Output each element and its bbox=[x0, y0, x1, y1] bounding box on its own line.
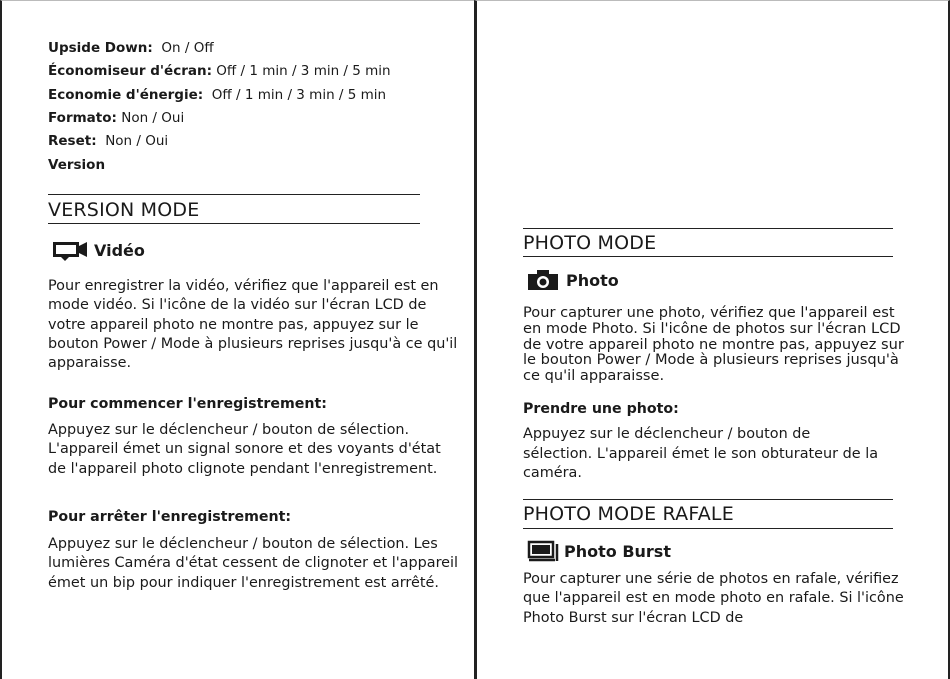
photo-heading bbox=[527, 269, 619, 291]
section-title-photo-mode: PHOTO MODE bbox=[523, 232, 657, 254]
setting-reset bbox=[48, 132, 168, 150]
setting-value: Off / 1 min / 3 min / 5 min bbox=[211, 87, 387, 103]
section-title-version-mode: VERSION MODE bbox=[48, 199, 200, 221]
setting-label: Reset: bbox=[48, 133, 97, 149]
photo-burst-icon bbox=[527, 540, 561, 562]
setting-version bbox=[48, 156, 105, 174]
setting-power-saving bbox=[48, 86, 386, 104]
photo-heading-label: Photo bbox=[566, 270, 619, 290]
setting-label: Economie d'énergie: bbox=[48, 87, 204, 103]
setting-value: Non / Oui bbox=[121, 110, 185, 126]
setting-format bbox=[48, 109, 184, 127]
photo-section-rule-top bbox=[523, 228, 893, 229]
burst-intro-text: Pour capturer une série de photos en rafale, vérifiez que l'appareil est en mode photo en rafale. Si l'icône Photo Burst sur l'écran LCD de bbox=[523, 571, 904, 626]
camera-icon bbox=[527, 269, 559, 291]
right-page bbox=[474, 0, 950, 679]
setting-value: On / Off bbox=[161, 40, 214, 56]
burst-heading bbox=[527, 540, 671, 562]
burst-section-rule-top bbox=[523, 499, 893, 500]
stop-recording-text: Appuyez sur le déclencheur / bouton de sélection. Les lumières Caméra d'état cessent de clignoter et l'appareil émet un bip pour indiquer l'enregistrement est arrêté. bbox=[48, 536, 459, 591]
setting-value: Off / 1 min / 3 min / 5 min bbox=[216, 63, 391, 79]
take-photo-text: Appuyez sur le déclencheur / bouton de sélection. L'appareil émet le son obturateur de la caméra. bbox=[523, 426, 879, 481]
photo-section-rule-bottom bbox=[523, 256, 893, 257]
burst-section-rule-bottom bbox=[523, 528, 893, 529]
left-page bbox=[0, 0, 474, 679]
setting-label: Upside Down: bbox=[48, 40, 153, 56]
video-heading bbox=[52, 239, 145, 261]
setting-label: Formato: bbox=[48, 110, 117, 126]
stop-recording-heading: Pour arrêter l'enregistrement: bbox=[48, 509, 292, 525]
video-intro-text: Pour enregistrer la vidéo, vérifiez que l'appareil est en mode vidéo. Si l'icône de la vidéo sur l'écran LCD de votre appareil photo ne montre pas, appuyez sur le bouton Power / Mode à plusieurs reprises jusqu'à ce qu'il apparaisse. bbox=[48, 278, 458, 372]
setting-screensaver bbox=[48, 62, 391, 80]
setting-value: Non / Oui bbox=[105, 133, 169, 149]
video-heading-label: Vidéo bbox=[94, 240, 145, 260]
start-recording-heading: Pour commencer l'enregistrement: bbox=[48, 396, 327, 412]
setting-upside-down bbox=[48, 39, 214, 57]
video-camera-icon bbox=[52, 239, 88, 261]
section-rule-bottom bbox=[48, 223, 420, 224]
photo-intro-text: Pour capturer une photo, vérifiez que l'appareil est en mode Photo. Si l'icône de photos sur l'écran LCD de votre appareil photo ne montre pas, appuyez sur le bouton Power / Mode à plusieurs reprises jusqu'à ce qu'il apparaisse. bbox=[523, 304, 904, 385]
setting-label: Version bbox=[48, 157, 106, 173]
section-rule-top bbox=[48, 194, 420, 195]
start-recording-text: Appuyez sur le déclencheur / bouton de sélection. L'appareil émet un signal sonore et des voyants d'état de l'appareil photo clignote pendant l'enregistrement. bbox=[48, 422, 441, 477]
section-title-photo-burst: PHOTO MODE RAFALE bbox=[523, 503, 734, 525]
take-photo-heading: Prendre une photo: bbox=[523, 401, 679, 417]
setting-label: Économiseur d'écran: bbox=[48, 63, 212, 79]
burst-heading-label: Photo Burst bbox=[564, 541, 671, 561]
